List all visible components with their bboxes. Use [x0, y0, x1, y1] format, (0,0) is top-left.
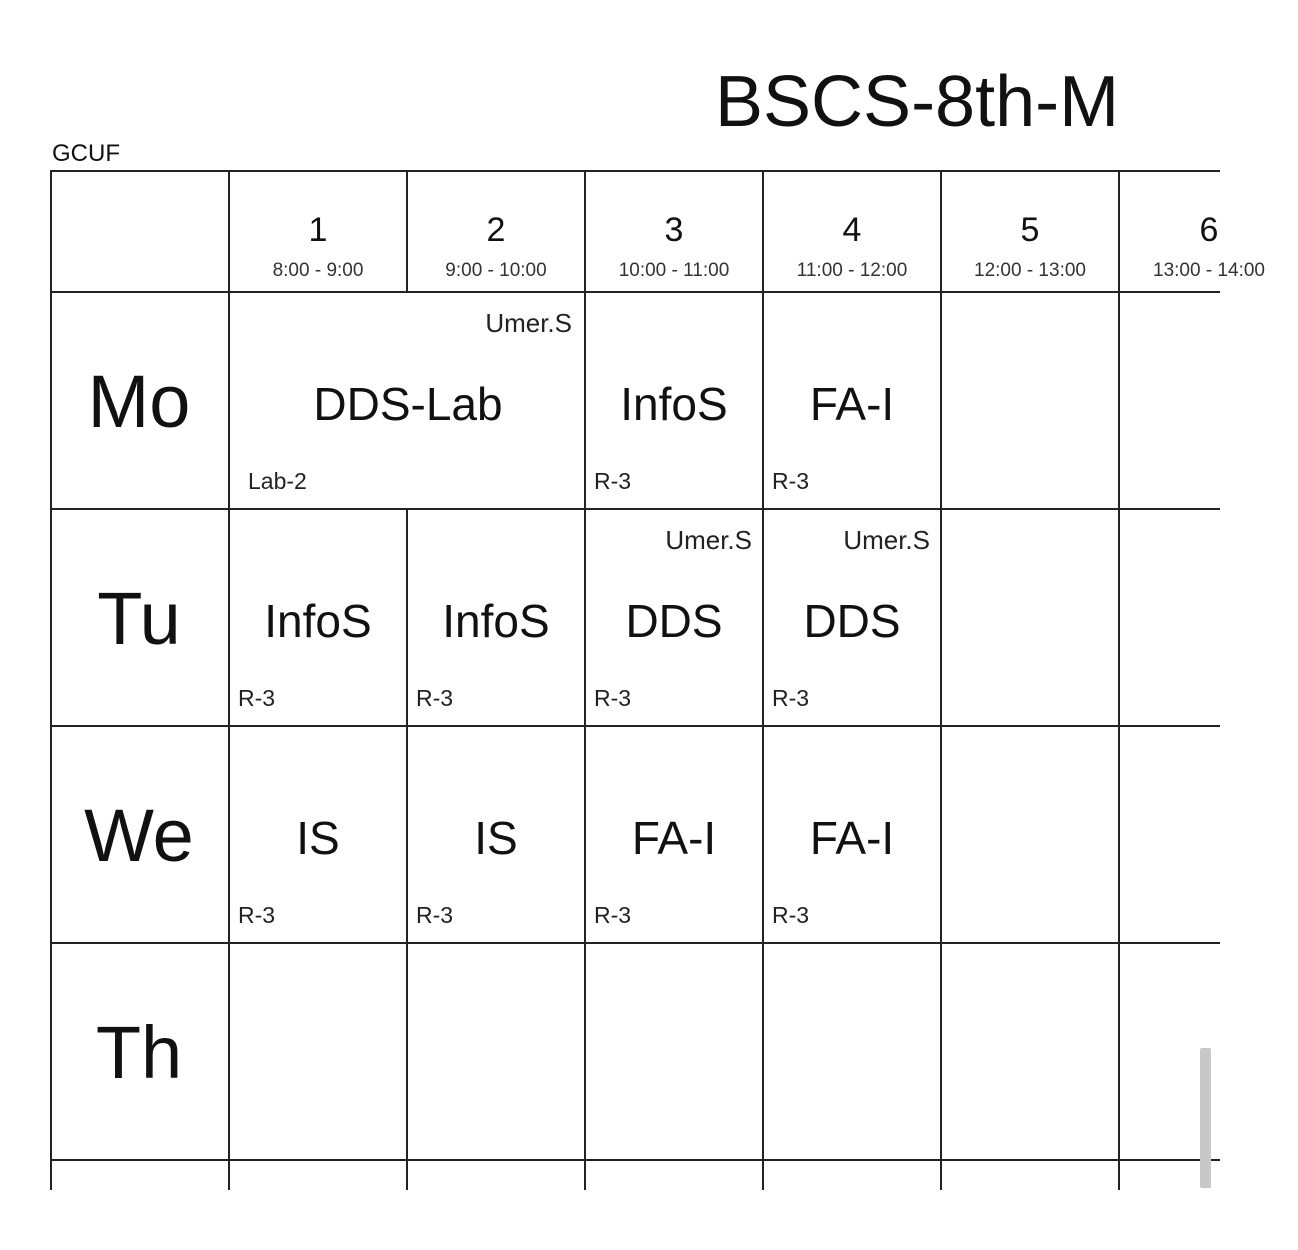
- subject-name: InfoS: [620, 378, 728, 430]
- room-label: R-3: [594, 685, 632, 711]
- class-slot-mo-p4: [764, 293, 940, 508]
- room-label: R-3: [594, 902, 632, 928]
- period-number: 5: [1020, 211, 1040, 249]
- subject-name: IS: [296, 812, 340, 864]
- institution-label: GCUF: [52, 140, 120, 167]
- timetable-title: BSCS-8th-M: [715, 62, 1120, 142]
- room-label: R-3: [772, 468, 810, 494]
- class-slot-tu-p4: [764, 510, 940, 725]
- period-header-2: [408, 170, 586, 292]
- teacher-name: Umer.S: [665, 525, 752, 555]
- period-time: 9:00 - 10:00: [445, 260, 547, 281]
- period-header-5: [942, 170, 1120, 292]
- class-slot-we-p1: [230, 727, 406, 942]
- room-label: R-3: [416, 902, 454, 928]
- room-label: R-3: [238, 685, 276, 711]
- room-label: R-3: [772, 685, 810, 711]
- class-slot-we-p4: [764, 727, 940, 942]
- subject-name: DDS: [625, 595, 723, 647]
- subject-name: DDS: [803, 595, 901, 647]
- period-number: 4: [842, 211, 862, 249]
- day-label-we: We: [84, 794, 194, 877]
- class-slot-tu-p1: [230, 510, 406, 725]
- room-label: R-3: [238, 902, 276, 928]
- day-label-th: Th: [95, 1011, 183, 1094]
- period-time: 11:00 - 12:00: [796, 260, 908, 281]
- period-number: 3: [664, 211, 684, 249]
- room-label: R-3: [594, 468, 632, 494]
- subject-name: FA-I: [631, 812, 717, 864]
- subject-name: FA-I: [809, 378, 895, 430]
- timetable-grid: [50, 170, 1265, 1190]
- period-number: 1: [308, 211, 328, 249]
- class-slot-we-p3: [586, 727, 762, 942]
- period-number: 6: [1199, 211, 1219, 249]
- class-slot-tu-p2: [408, 510, 584, 725]
- period-number: 2: [486, 211, 506, 249]
- subject-name: InfoS: [442, 595, 550, 647]
- period-header-1: [230, 170, 408, 292]
- day-label-tu: Tu: [97, 577, 181, 660]
- teacher-name: Umer.S: [485, 308, 572, 338]
- period-header-6: [1120, 170, 1298, 292]
- class-slot-we-p2: [408, 727, 584, 942]
- teacher-name: Umer.S: [843, 525, 930, 555]
- subject-name: FA-I: [809, 812, 895, 864]
- room-label: R-3: [416, 685, 454, 711]
- room-label: Lab-2: [248, 468, 307, 494]
- period-header-4: [764, 170, 942, 292]
- header-corner-cell: [50, 170, 230, 292]
- subject-name: DDS-Lab: [313, 378, 503, 430]
- vertical-scrollbar[interactable]: [1200, 1048, 1211, 1188]
- class-slot-mo-p3: [586, 293, 762, 508]
- day-label-mo: Mo: [87, 360, 191, 443]
- class-slot-mo-dds-lab: [230, 293, 586, 508]
- period-time: 13:00 - 14:00: [1153, 260, 1265, 281]
- period-header-3: [586, 170, 764, 292]
- column-divider: [1118, 292, 1120, 1190]
- period-time: 10:00 - 11:00: [618, 260, 730, 281]
- subject-name: InfoS: [264, 595, 372, 647]
- column-divider: [940, 292, 942, 1190]
- subject-name: IS: [474, 812, 518, 864]
- room-label: R-3: [772, 902, 810, 928]
- class-slot-tu-p3: [586, 510, 762, 725]
- period-time: 8:00 - 9:00: [272, 260, 364, 281]
- period-time: 12:00 - 13:00: [974, 260, 1086, 281]
